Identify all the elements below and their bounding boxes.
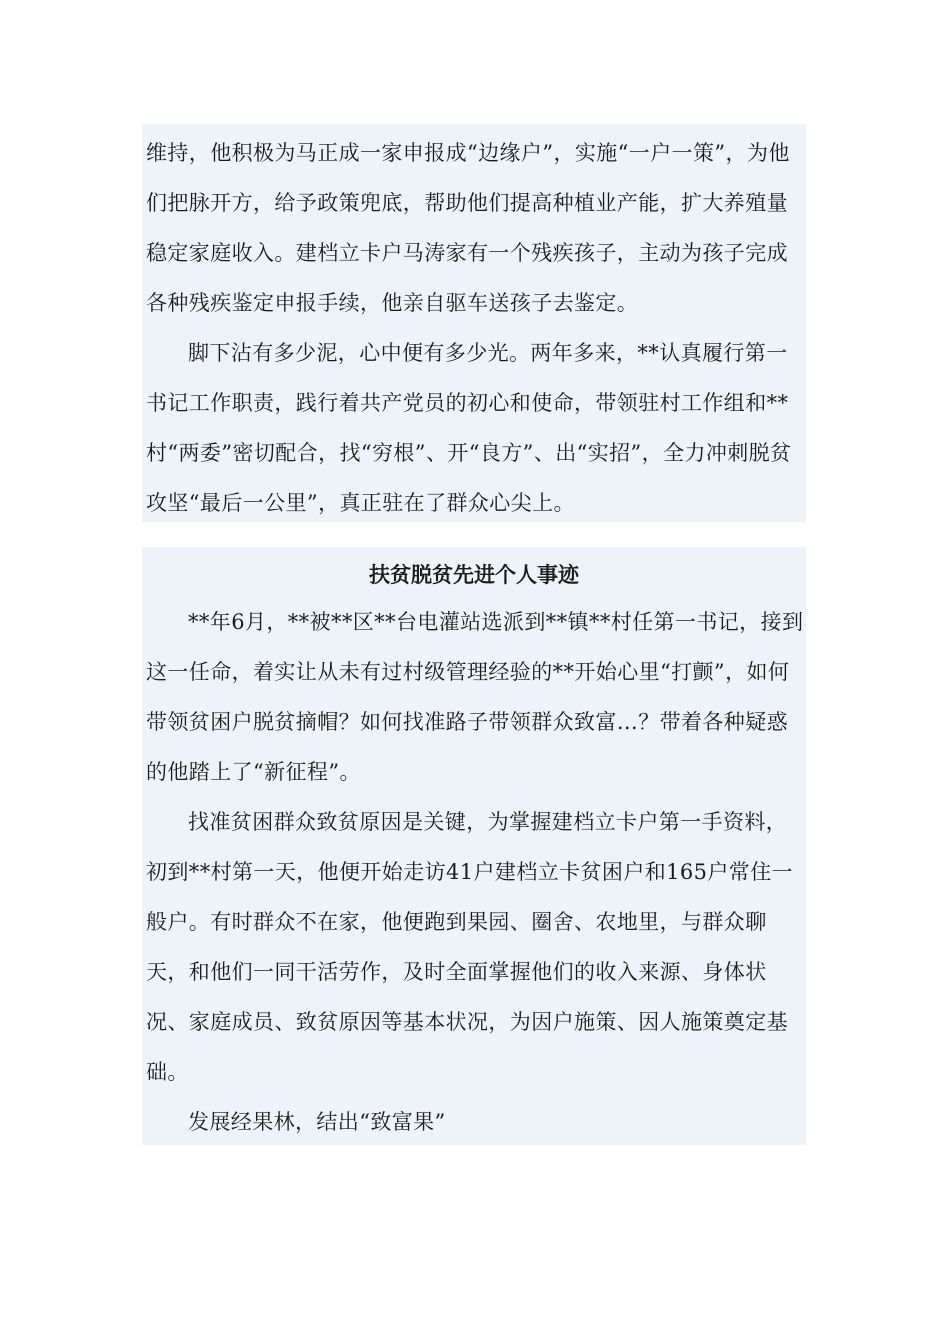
section-title: 扶贫脱贫先进个人事迹 [369, 563, 579, 587]
paragraph-heading: 发展经果林，结出“致富果” [188, 1110, 446, 1134]
paragraph: **年6月，**被**区**台电灌站选派到**镇**村任第一书记，接到这一任命，着实让从未有过村级管理经验的**开始心里“打颤”，如何带领贫困户脱贫摘帽？如何找准路子带领群众致富…？带着各种疑惑的他踏上了“新征程”。 [146, 610, 804, 784]
text-block-2 [142, 547, 806, 1145]
section2-content [146, 597, 806, 1147]
paragraph: 维持，他积极为马正成一家申报成“边缘户”，实施“一户一策”，为他们把脉开方，给予政策兜底，帮助他们提高种植业产能，扩大养殖量稳定家庭收入。建档立卡户马涛家有一个残疾孩子，主动为孩子完成各种残疾鉴定申报手续，他亲自驱车送孩子去鉴定。 [146, 141, 790, 315]
text-block-1 [142, 124, 806, 522]
section1-content [146, 128, 806, 528]
paragraph: 找准贫困群众致贫原因是关键，为掌握建档立卡户第一手资料，初到**村第一天，他便开始走访41户建档立卡贫困户和165户常住一般户。有时群众不在家，他便跑到果园、圈舍、农地里，与群众聊天，和他们一同干活劳作，及时全面掌握他们的收入来源、身体状况、家庭成员、致贫原因等基本状况，为因户施策、因人施策奠定基础。 [146, 810, 794, 1084]
paragraph: 脚下沾有多少泥，心中便有多少光。两年多来，**认真履行第一书记工作职责，践行着共产党员的初心和使命，带领驻村工作组和**村“两委”密切配合，找“穷根”、开“良方”、出“实招”，全力冲刺脱贫攻坚“最后一公里”，真正驻在了群众心尖上。 [146, 341, 792, 515]
